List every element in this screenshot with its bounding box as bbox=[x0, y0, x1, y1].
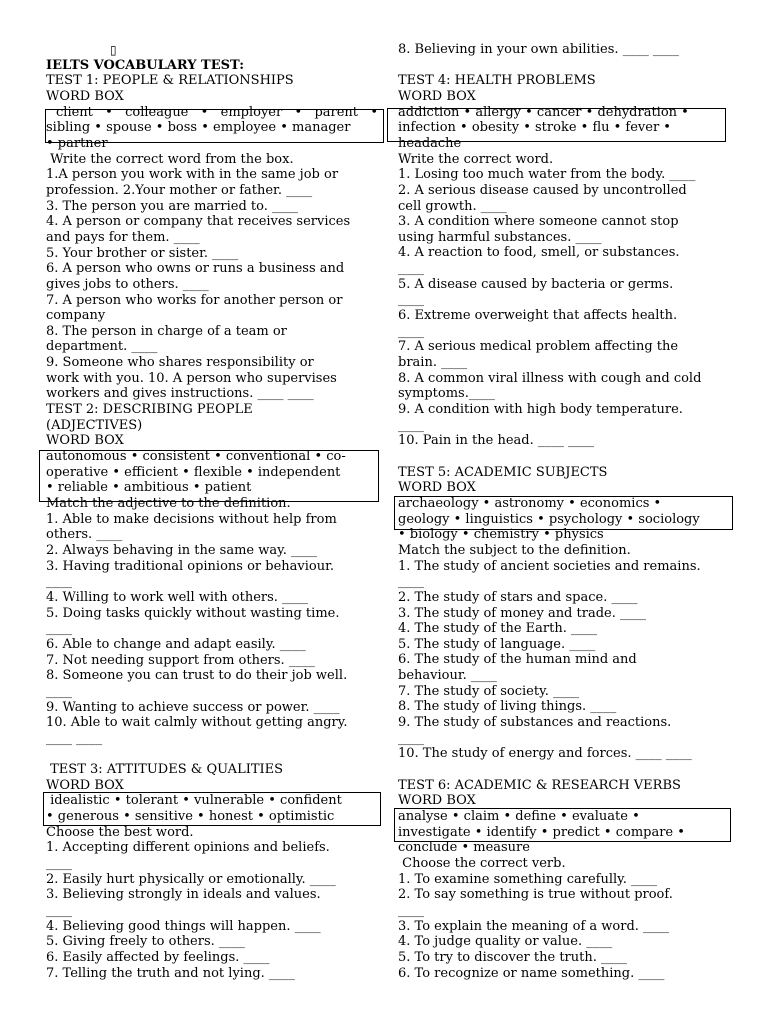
question-line: ____ bbox=[46, 903, 72, 919]
question-line: cell growth. ____ bbox=[398, 198, 507, 214]
question-line: 1.A person you work with in the same job or bbox=[46, 167, 339, 183]
test2-words-line: operative • efficient • flexible • independent bbox=[46, 464, 341, 480]
question-line: 10. The study of energy and forces. ____ ____ bbox=[398, 746, 692, 762]
question-line: 8. The person in charge of a team or bbox=[46, 323, 287, 339]
question-line: 8. A common viral illness with cough and cold bbox=[398, 370, 702, 386]
question-line: 2. Easily hurt physically or emotionally. ____ bbox=[46, 871, 336, 887]
question-line: 2. A serious disease caused by uncontrolled bbox=[398, 182, 687, 198]
document-icon: ▯ bbox=[110, 43, 117, 57]
test3-words-line: • generous • sensitive • honest • optimistic bbox=[46, 809, 335, 825]
question-line: 4. A person or company that receives services bbox=[46, 214, 351, 230]
test5-wordbox-label: WORD BOX bbox=[398, 480, 476, 496]
question-line: 1. Losing too much water from the body. ____ bbox=[398, 167, 696, 183]
test6-words-line: analyse • claim • define • evaluate • bbox=[398, 808, 640, 824]
right-column bbox=[398, 42, 734, 981]
test2-instruction: Match the adjective to the definition. bbox=[46, 496, 291, 512]
question-line: 3. To explain the meaning of a word. ____ bbox=[398, 918, 670, 934]
test1-heading: TEST 1: PEOPLE & RELATIONSHIPS bbox=[46, 73, 294, 89]
test2-wordbox-label: WORD BOX bbox=[46, 433, 124, 449]
question-line: 6. To recognize or name something. ____ bbox=[398, 965, 665, 981]
word: client bbox=[56, 104, 93, 120]
question-line: 4. A reaction to food, smell, or substances. bbox=[398, 245, 680, 261]
test4-heading: TEST 4: HEALTH PROBLEMS bbox=[398, 73, 596, 89]
test5-instruction: Match the subject to the definition. bbox=[398, 542, 631, 558]
test6-words-line: investigate • identify • predict • compare • bbox=[398, 824, 685, 840]
test1-words-line2: sibling • spouse • boss • employee • manager bbox=[46, 120, 351, 136]
test1-section bbox=[46, 73, 382, 402]
question-line: ____ bbox=[398, 730, 424, 746]
test6-wordbox-label: WORD BOX bbox=[398, 793, 476, 809]
test5-heading: TEST 5: ACADEMIC SUBJECTS bbox=[398, 464, 608, 480]
question-line: 4. Willing to work well with others. ____ bbox=[46, 589, 309, 605]
question-line: using harmful substances. ____ bbox=[398, 229, 602, 245]
question-line: 6. Able to change and adapt easily. ____ bbox=[46, 636, 306, 652]
test6-section bbox=[398, 778, 734, 982]
test5-section bbox=[398, 465, 734, 762]
question-line: 7. Telling the truth and not lying. ____ bbox=[46, 965, 295, 981]
test1-instruction: Write the correct word from the box. bbox=[46, 151, 294, 167]
question-line: ____ ____ bbox=[46, 730, 103, 746]
test2-section bbox=[46, 402, 382, 746]
test4-words-line: addiction • allergy • cancer • dehydration • bbox=[398, 104, 689, 120]
question-line: gives jobs to others. ____ bbox=[46, 276, 209, 292]
question-line: profession. 2.Your mother or father. ____ bbox=[46, 182, 313, 198]
word: parent bbox=[314, 104, 359, 120]
test4-section bbox=[398, 73, 734, 449]
question-line: 4. Believing good things will happen. ____ bbox=[46, 918, 321, 934]
question-line: 2. The study of stars and space. ____ bbox=[398, 589, 638, 605]
question-line: 3. A condition where someone cannot stop bbox=[398, 214, 679, 230]
question-line: 6. A person who owns or runs a business and bbox=[46, 261, 345, 277]
question-line: 7. A person who works for another person or bbox=[46, 292, 343, 308]
word-separator: • bbox=[200, 104, 209, 120]
test3-wordbox-label: WORD BOX bbox=[46, 777, 124, 793]
test4-wordbox-label: WORD BOX bbox=[398, 88, 476, 104]
question-line: company bbox=[46, 308, 106, 324]
question-line: workers and gives instructions. ____ ____ bbox=[46, 386, 314, 402]
question-line: department. ____ bbox=[46, 339, 158, 355]
question-line: ____ bbox=[46, 683, 72, 699]
test2-heading-sub: (ADJECTIVES) bbox=[46, 417, 143, 433]
test2-heading: TEST 2: DESCRIBING PEOPLE bbox=[46, 402, 253, 418]
question-line: 5. The study of language. ____ bbox=[398, 636, 596, 652]
question-line: ____ bbox=[398, 902, 424, 918]
question-line: 7. The study of society. ____ bbox=[398, 683, 579, 699]
question-line: 4. To judge quality or value. ____ bbox=[398, 934, 613, 950]
test6-words-line: conclude • measure bbox=[398, 840, 530, 856]
question-line: 5. Doing tasks quickly without wasting time. bbox=[46, 605, 340, 621]
test4-words-line: infection • obesity • stroke • flu • fever • bbox=[398, 120, 671, 136]
test1-wordbox-label: WORD BOX bbox=[46, 88, 124, 104]
question-line: 7. Not needing support from others. ____ bbox=[46, 652, 315, 668]
question-line: 5. Your brother or sister. ____ bbox=[46, 245, 239, 261]
test1-words-line3: • partner bbox=[46, 135, 108, 151]
question-line: 3. The study of money and trade. ____ bbox=[398, 605, 646, 621]
word-separator: • bbox=[294, 104, 303, 120]
question-line: 1. Accepting different opinions and beliefs. bbox=[46, 840, 330, 856]
test4-instruction: Write the correct word. bbox=[398, 151, 554, 167]
test5-words-line: • biology • chemistry • physics bbox=[398, 527, 604, 543]
question-line: 5. Giving freely to others. ____ bbox=[46, 934, 245, 950]
question-line: 5. A disease caused by bacteria or germs. bbox=[398, 276, 674, 292]
word-separator: • bbox=[105, 104, 113, 120]
test2-words-line: • reliable • ambitious • patient bbox=[46, 480, 252, 496]
question-line: 8. Someone you can trust to do their job well. bbox=[46, 668, 348, 684]
question-line: 1. To examine something carefully. ____ bbox=[398, 871, 658, 887]
left-column bbox=[46, 42, 382, 981]
test2-words-line: autonomous • consistent • conventional • co- bbox=[46, 449, 346, 465]
question-line: 7. A serious medical problem affecting the bbox=[398, 339, 679, 355]
word: employer bbox=[220, 104, 283, 120]
question-line: 1. Able to make decisions without help from bbox=[46, 511, 337, 527]
test3-heading: TEST 3: ATTITUDES & QUALITIES bbox=[46, 762, 284, 778]
test3-instruction: Choose the best word. bbox=[46, 824, 194, 840]
question-line: brain. ____ bbox=[398, 355, 468, 371]
page-title: IELTS VOCABULARY TEST: bbox=[46, 57, 245, 73]
question-line: 2. To say something is true without proof. bbox=[398, 887, 673, 903]
question-line: ____ bbox=[46, 621, 72, 637]
question-line: 9. Someone who shares responsibility or bbox=[46, 355, 314, 371]
word: colleague bbox=[125, 104, 189, 120]
test3-section bbox=[46, 762, 382, 981]
question-line: 3. Having traditional opinions or behaviour. bbox=[46, 558, 335, 574]
test5-words-line: geology • linguistics • psychology • sociology bbox=[398, 511, 700, 527]
test3-words-line: idealistic • tolerant • vulnerable • confident bbox=[46, 793, 342, 809]
question-line: ____ bbox=[398, 292, 424, 308]
question-line: 4. The study of the Earth. ____ bbox=[398, 621, 597, 637]
question-line: ____ bbox=[46, 856, 72, 872]
test5-words-line: archaeology • astronomy • economics • bbox=[398, 495, 662, 511]
question-line: 6. Extreme overweight that affects health. bbox=[398, 308, 678, 324]
question-line: 3. The person you are married to. ____ bbox=[46, 198, 299, 214]
question-line: others. ____ bbox=[46, 527, 123, 543]
question-line: 6. The study of the human mind and bbox=[398, 652, 637, 668]
question-line: ____ bbox=[398, 323, 424, 339]
question-line: ____ bbox=[398, 574, 424, 590]
question-line: symptoms.____ bbox=[398, 386, 495, 402]
test6-instruction: Choose the correct verb. bbox=[398, 855, 566, 871]
question-line: and pays for them. ____ bbox=[46, 229, 200, 245]
question-line: ____ bbox=[398, 417, 424, 433]
test4-words-line: headache bbox=[398, 135, 462, 151]
question-line: 1. The study of ancient societies and remains. bbox=[398, 558, 701, 574]
question-line: work with you. 10. A person who supervises bbox=[46, 370, 337, 386]
test1-words-line1 bbox=[46, 105, 382, 121]
question-line: 5. To try to discover the truth. ____ bbox=[398, 949, 627, 965]
word-separator: • bbox=[370, 104, 378, 120]
question-line: 10. Able to wait calmly without getting angry. bbox=[46, 715, 348, 731]
question-line: 9. The study of substances and reactions. bbox=[398, 715, 672, 731]
question-line: ____ bbox=[398, 261, 424, 277]
question-line: 10. Pain in the head. ____ ____ bbox=[398, 433, 595, 449]
question-line: 8. Believing in your own abilities. ____ ____ bbox=[398, 42, 679, 57]
question-line: 6. Easily affected by feelings. ____ bbox=[46, 950, 270, 965]
question-line: 2. Always behaving in the same way. ____ bbox=[46, 543, 317, 558]
question-line: ____ bbox=[46, 574, 72, 590]
question-line: 8. The study of living things. ____ bbox=[398, 699, 617, 715]
test6-heading: TEST 6: ACADEMIC & RESEARCH VERBS bbox=[398, 777, 681, 793]
question-line: 3. Believing strongly in ideals and values. bbox=[46, 887, 321, 903]
question-line: 9. Wanting to achieve success or power. ____ bbox=[46, 699, 340, 715]
question-line: behaviour. ____ bbox=[398, 668, 497, 684]
question-line: 9. A condition with high body temperature. bbox=[398, 402, 683, 418]
